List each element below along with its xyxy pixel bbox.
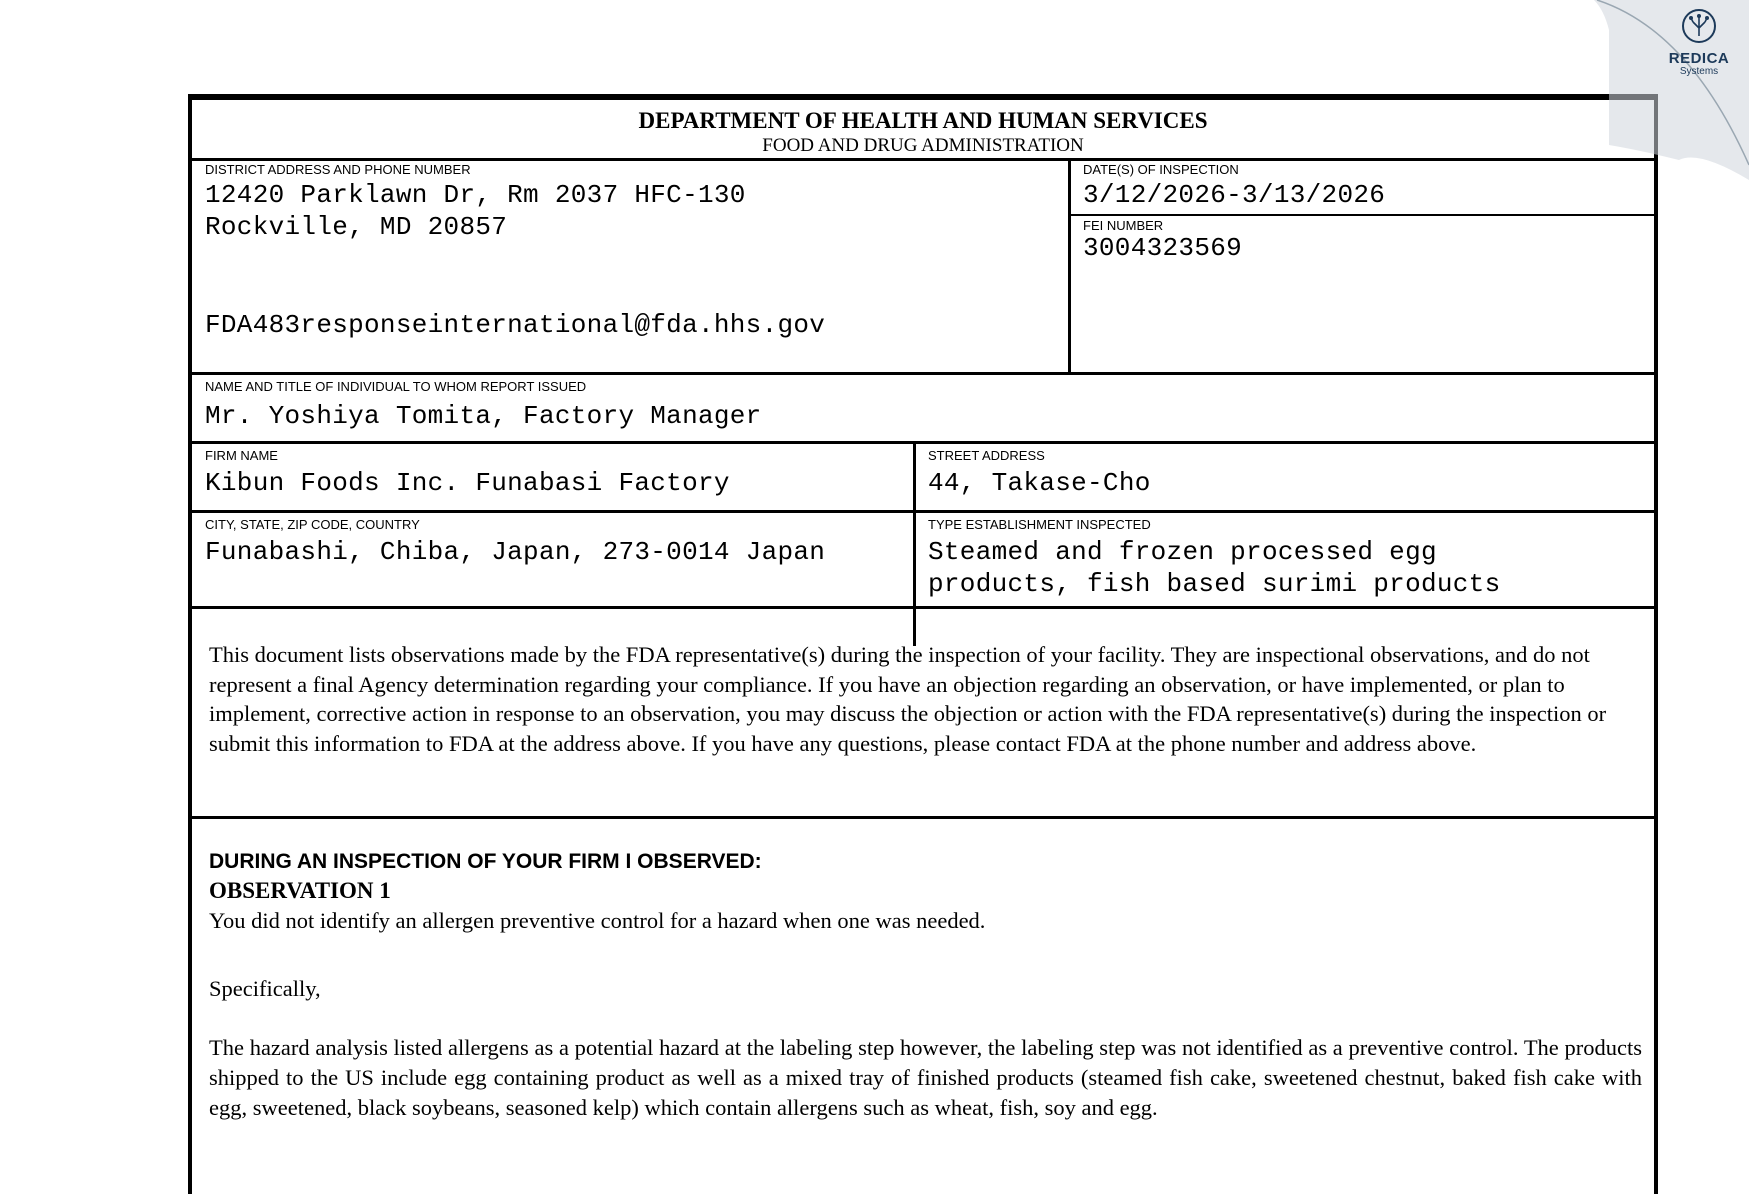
firm-name-label: FIRM NAME bbox=[205, 448, 278, 463]
inspection-dates: 3/12/2026-3/13/2026 bbox=[1083, 180, 1386, 210]
redica-watermark bbox=[1549, 0, 1749, 180]
district-label: DISTRICT ADDRESS AND PHONE NUMBER bbox=[205, 162, 471, 177]
firm-name: Kibun Foods Inc. Funabasi Factory bbox=[205, 468, 730, 498]
recipient-name: Mr. Yoshiya Tomita, Factory Manager bbox=[205, 401, 762, 431]
street-address: 44, Takase-Cho bbox=[928, 468, 1151, 498]
district-address-line2: Rockville, MD 20857 bbox=[205, 212, 508, 242]
notice-text: This document lists observations made by the FDA representative(s) during the inspection of your facility. They are inspectional observations, and do not represent a final Agency determination regarding your compliance. If you have an objection regarding an observation, or have implemented, or plan to implement, corrective action in response to an observation, you may discuss the objection or action with the FDA representative(s) during the inspection or submit this information to FDA at the address above. If you have any questions, please contact FDA at the phone number and address above. bbox=[209, 642, 1607, 756]
observation-number: OBSERVATION 1 bbox=[209, 878, 391, 903]
fei-cell bbox=[1071, 216, 1654, 372]
street-address-cell bbox=[916, 444, 1654, 510]
divider bbox=[192, 606, 1654, 609]
firm-name-cell bbox=[192, 444, 912, 510]
type-line-1: Steamed and frozen processed egg bbox=[928, 537, 1437, 567]
type-line-2: products, fish based surimi products bbox=[928, 569, 1501, 599]
district-address-line1: 12420 Parklawn Dr, Rm 2037 HFC-130 bbox=[205, 180, 746, 210]
redica-brand: REDICA bbox=[1668, 50, 1730, 67]
observations-section bbox=[209, 848, 1642, 1123]
observations-lead: DURING AN INSPECTION OF YOUR FIRM I OBSERVED: bbox=[209, 850, 762, 873]
redica-tree-icon bbox=[1681, 8, 1717, 44]
notice-paragraph bbox=[209, 640, 1642, 758]
observation-specifically: Specifically, bbox=[209, 976, 321, 1001]
city-cell bbox=[192, 513, 912, 646]
recipient-cell bbox=[192, 375, 1654, 441]
city-label: CITY, STATE, ZIP CODE, COUNTRY bbox=[205, 517, 420, 532]
dates-label: DATE(S) OF INSPECTION bbox=[1083, 162, 1239, 177]
observation-detail: The hazard analysis listed allergens as a potential hazard at the labeling step however, the labeling step was not identified as a preventive control. The products shipped to the US include egg containing product as well as a mixed tray of finished products (steamed fish cake, sweetened chestnut, baked fish cake with egg, sweetened, black soybeans, seasoned kelp) which contain allergens such as wheat, fish, soy and egg. bbox=[209, 1035, 1642, 1120]
district-address-cell bbox=[192, 158, 1067, 372]
street-label: STREET ADDRESS bbox=[928, 448, 1045, 463]
establishment-type-cell bbox=[916, 513, 1654, 646]
city-state-zip: Funabashi, Chiba, Japan, 273-0014 Japan bbox=[205, 537, 826, 567]
district-email: FDA483responseinternational@fda.hhs.gov bbox=[205, 310, 826, 340]
agency-subtitle: FOOD AND DRUG ADMINISTRATION bbox=[762, 135, 1084, 156]
form-header bbox=[192, 100, 1654, 161]
fei-number: 3004323569 bbox=[1083, 233, 1243, 263]
divider bbox=[192, 816, 1654, 819]
department-title: DEPARTMENT OF HEALTH AND HUMAN SERVICES bbox=[638, 108, 1208, 133]
fda-form-483 bbox=[188, 94, 1658, 1194]
observation-summary: You did not identify an allergen preventive control for a hazard when one was needed. bbox=[209, 908, 986, 933]
fei-label: FEI NUMBER bbox=[1083, 218, 1164, 233]
recipient-label: NAME AND TITLE OF INDIVIDUAL TO WHOM REPORT ISSUED bbox=[205, 379, 587, 394]
redica-sub: Systems bbox=[1679, 66, 1719, 77]
type-label: TYPE ESTABLISHMENT INSPECTED bbox=[928, 517, 1151, 532]
